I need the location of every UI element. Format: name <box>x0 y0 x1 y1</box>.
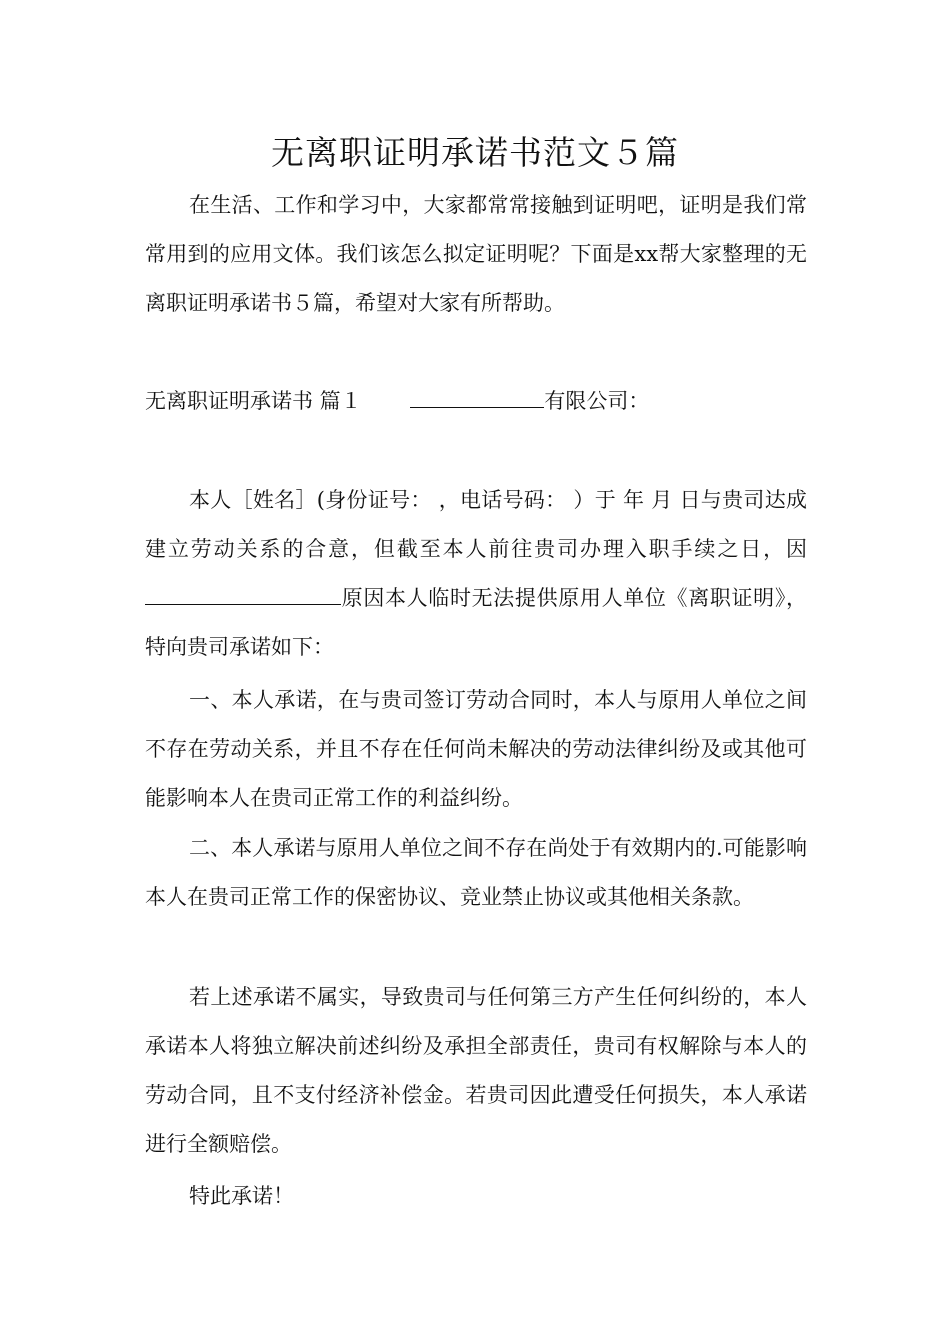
paragraph-3: 二、本人承诺与原用人单位之间不存在尚处于有效期内的.可能影响本人在贵司正常工作的保密协议、竞业禁止协议或其他相关条款。 <box>145 836 807 909</box>
paragraph-4: 若上述承诺不属实，导致贵司与任何第三方产生任何纠纷的，本人承诺本人将独立解决前述纠纷及承担全部责任，贵司有权解除与本人的劳动合同，且不支付经济补偿金。若贵司因此遭受任何损失，本人承诺进行全额赔偿。 <box>145 985 807 1156</box>
reason-blank <box>145 584 341 605</box>
paragraph-2: 一、本人承诺，在与贵司签订劳动合同时，本人与原用人单位之间不存在劳动关系，并且不存在任何尚未解决的劳动法律纠纷及或其他可能影响本人在贵司正常工作的利益纠纷。 <box>145 688 807 810</box>
section-heading: 无离职证明承诺书 篇１ <box>145 389 362 413</box>
paragraph-1 <box>145 476 807 672</box>
section-heading-line <box>145 386 649 416</box>
paragraph-5: 特此承诺！ <box>189 1184 294 1208</box>
paragraph-1-part-2: 原因本人临时无法提供原用人单位《离职证明》，特向贵司承诺如下： <box>145 586 807 659</box>
document-title: 无离职证明承诺书范文５篇 <box>271 133 679 172</box>
company-name-blank <box>410 387 544 408</box>
intro-paragraph: 在生活、工作和学习中，大家都常常接触到证明吧，证明是我们常常用到的应用文体。我们该怎么拟定证明呢？下面是xx帮大家整理的无离职证明承诺书５篇，希望对大家有所帮助。 <box>145 193 807 315</box>
paragraph-1-part-1: 本人［姓名］(身份证号： ，电话号码： ）于 年 月 日与贵司达成建立劳动关系的合意，但截至本人前往贵司办理入职手续之日，因 <box>145 488 807 561</box>
addressee-suffix: 有限公司： <box>544 389 650 413</box>
